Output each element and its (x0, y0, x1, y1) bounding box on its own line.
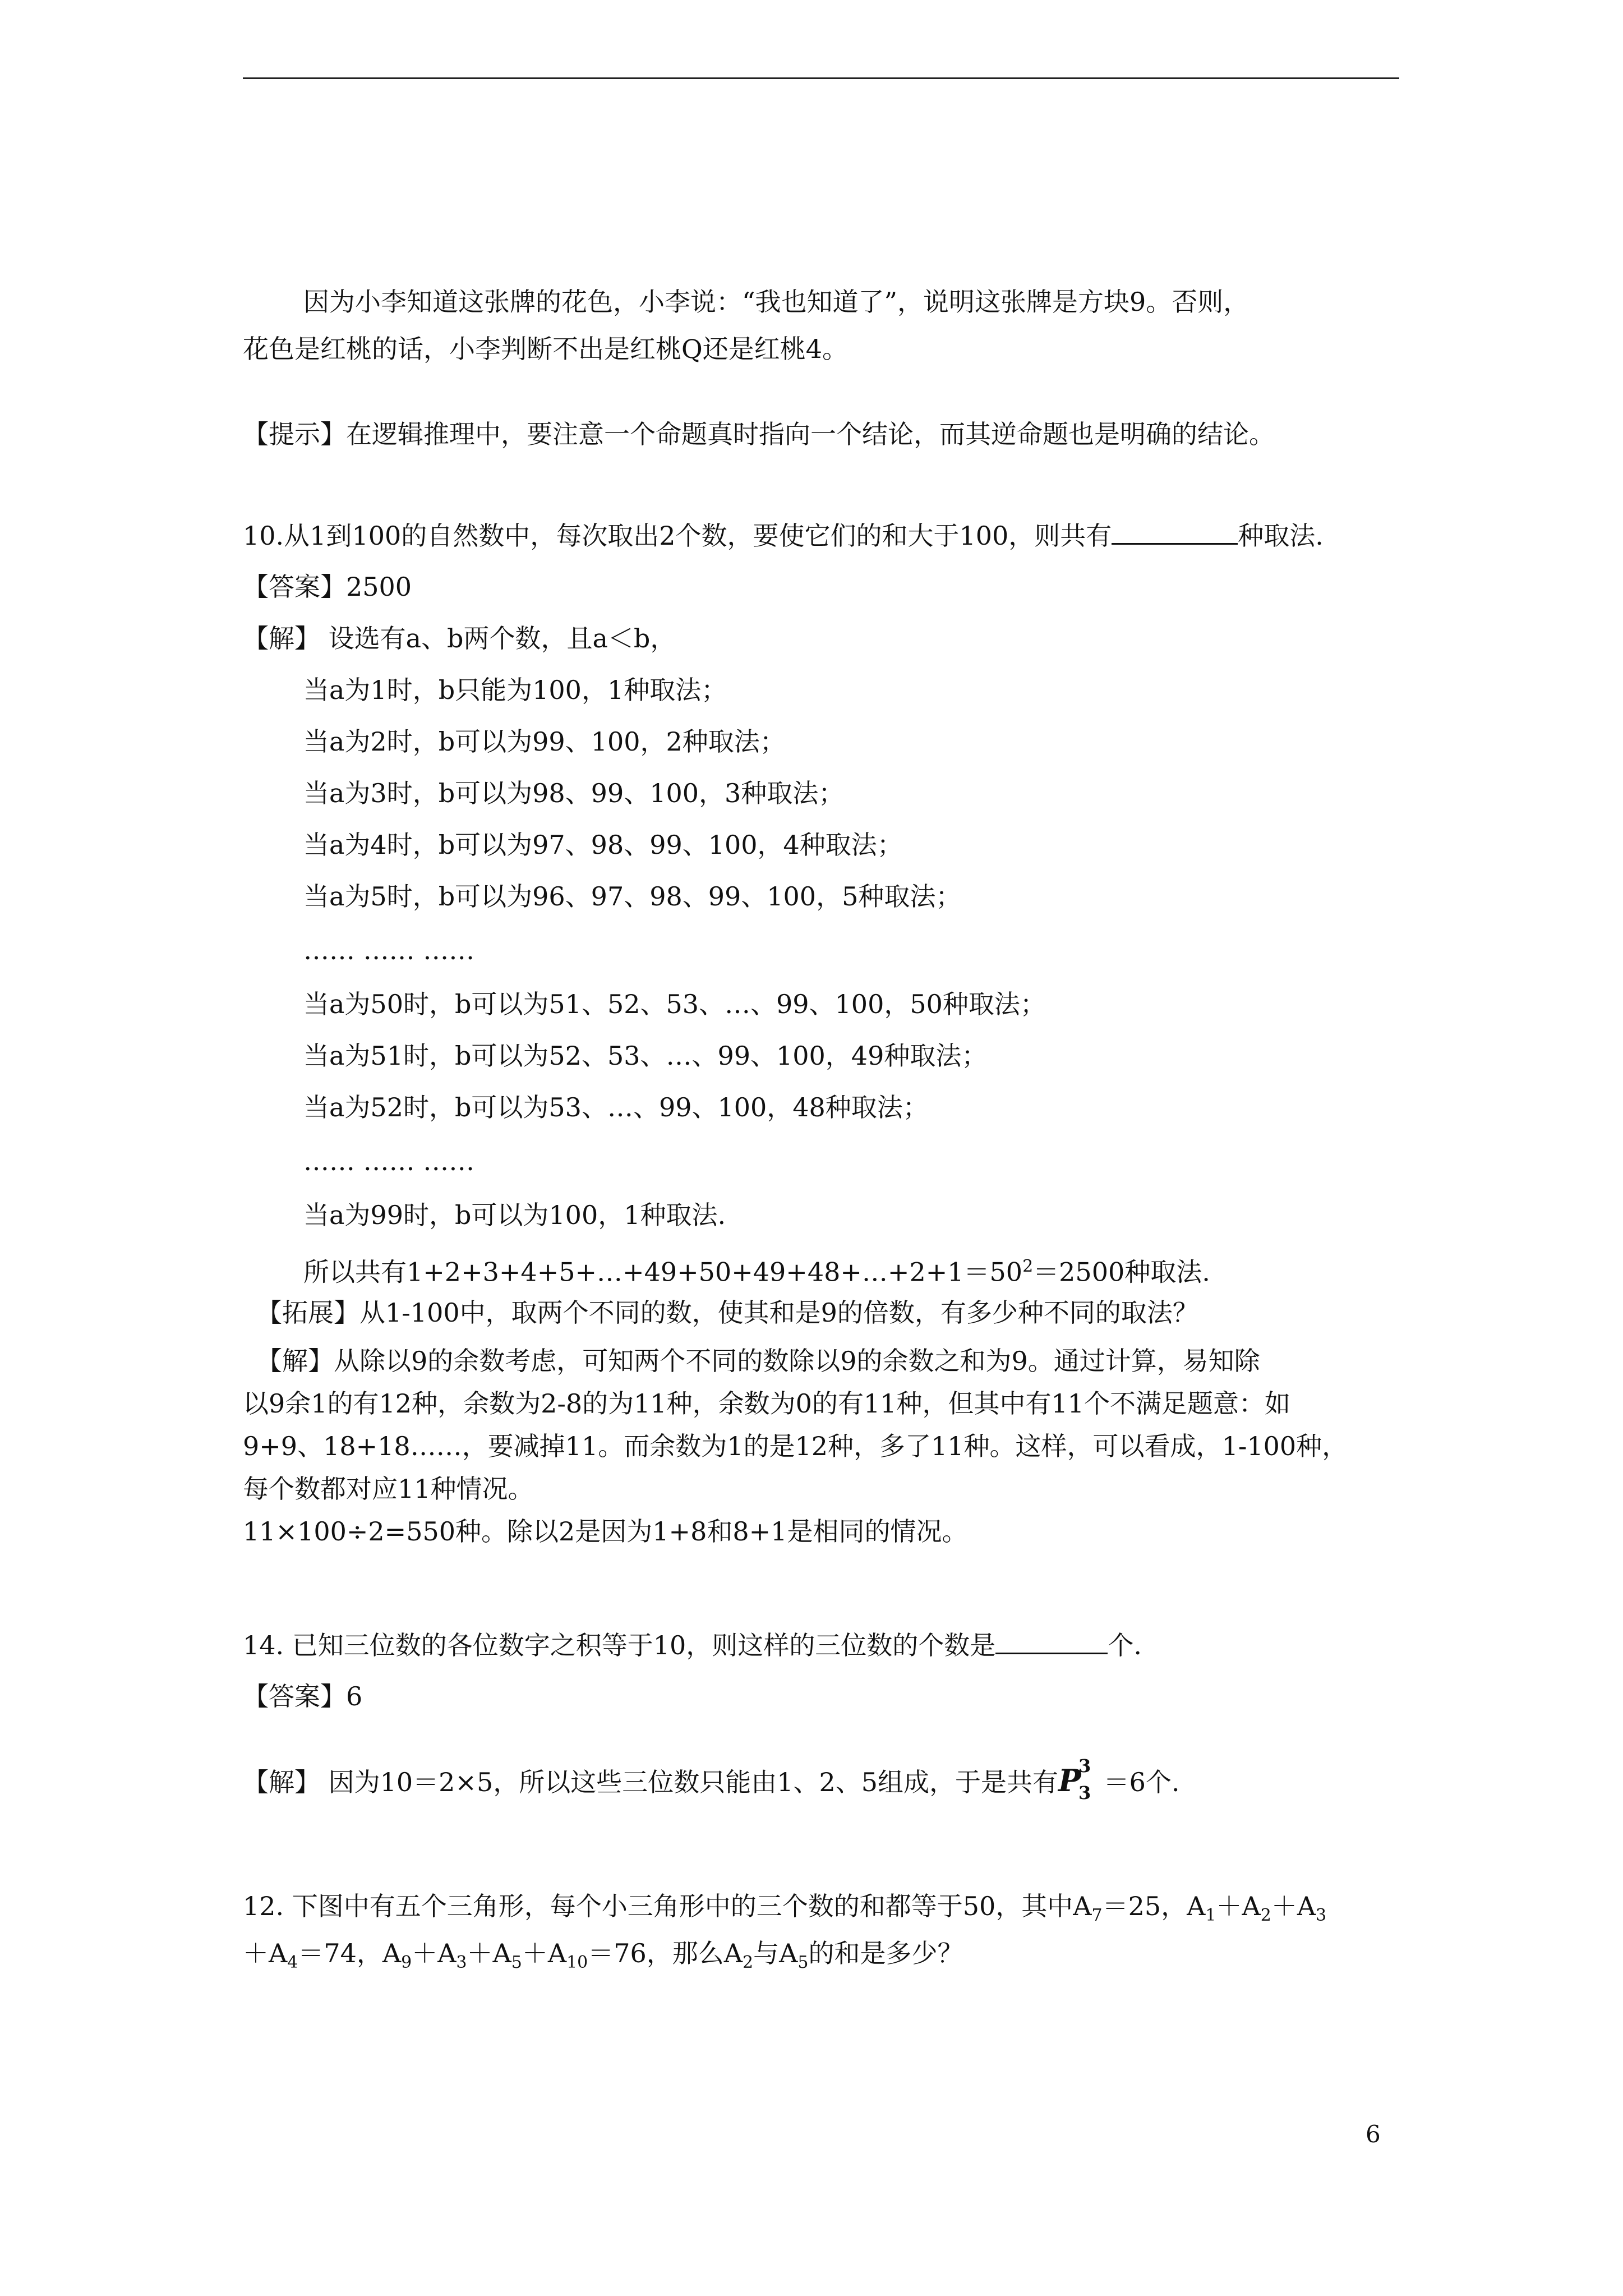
total-text: 所以共有1+2+3+4+5+…+49+50+49+48+…+2+1＝50 (303, 1257, 1023, 1287)
question-12-line (243, 1888, 1326, 1934)
paragraph-line: 花色是红桃的话，小李判断不出是红桃Q还是红桃4。 (243, 334, 848, 364)
q-text: ＋A (243, 1938, 288, 1968)
subscript: 3 (456, 1953, 467, 1973)
answer-label: 【答案】2500 (243, 572, 412, 602)
subscript: 10 (566, 1953, 588, 1973)
q-text: ＝76，那么A (588, 1938, 743, 1968)
subscript: 3 (1316, 1906, 1327, 1926)
extension-solution-line: 【解】从除以9的余数考虑，可知两个不同的数除以9的余数之和为9。通过计算，易知除 (256, 1346, 1260, 1376)
subscript: 5 (511, 1953, 522, 1973)
solution-case: 当a为1时，b只能为100，1种取法； (303, 675, 727, 705)
subscript: 2 (1260, 1906, 1271, 1926)
perm-superscript: 3 (1078, 1755, 1091, 1777)
total-text: ＝2500种取法. (1033, 1257, 1210, 1287)
q-text: 的和是多少？ (808, 1938, 963, 1968)
q-text: ＋A (522, 1938, 567, 1968)
extension-question: 【拓展】从1-100中，取两个不同的数，使其和是9的倍数，有多少种不同的取法？ (256, 1297, 1198, 1328)
q-text: ＋A (467, 1938, 511, 1968)
solution-case: 当a为51时，b可以为52、53、…、99、100，49种取法； (303, 1041, 988, 1071)
solution-text: ＝6个. (1103, 1767, 1180, 1797)
solution-case: 当a为3时，b可以为98、99、100，3种取法； (303, 778, 845, 808)
question-text: 个. (1108, 1630, 1142, 1660)
subscript: 1 (1205, 1906, 1216, 1926)
permutation-symbol (1058, 1755, 1091, 1803)
perm-subscript: 3 (1078, 1782, 1091, 1803)
q-text: 与A (753, 1938, 798, 1968)
solution-case: 当a为5时，b可以为96、97、98、99、100，5种取法； (303, 881, 962, 912)
q-text: ＋A (1271, 1891, 1316, 1921)
subscript: 5 (797, 1953, 809, 1973)
answer-label: 【答案】6 (243, 1681, 363, 1711)
q-text: ＝25，A (1102, 1891, 1206, 1921)
question-text: 10.从1到100的自然数中，每次取出2个数，要使它们的和大于100，则共有 (243, 521, 1112, 551)
ellipsis-line: …… …… …… (303, 935, 475, 965)
question-12-line (243, 1935, 963, 1981)
subscript: 9 (401, 1953, 412, 1973)
extension-solution-line: 9+9、18+18……，要减掉11。而余数为1的是12种，多了11种。这样，可以看成，1-100种， (243, 1431, 1348, 1461)
q-text: ＋A (412, 1938, 457, 1968)
solution-intro: 【解】 设选有a、b两个数，且a＜b， (243, 623, 676, 654)
solution-case: 当a为4时，b可以为97、98、99、100，4种取法； (303, 830, 903, 860)
q-text: 12. 下图中有五个三角形，每个小三角形中的三个数的和都等于50，其中A (243, 1891, 1092, 1921)
header-rule (243, 77, 1399, 79)
solution-case: 当a为99时，b可以为100，1种取法. (303, 1200, 726, 1230)
perm-letter: P (1058, 1763, 1081, 1798)
extension-solution-line: 11×100÷2=550种。除以2是因为1+8和8+1是相同的情况。 (243, 1516, 968, 1547)
question-text: 种取法. (1238, 521, 1324, 551)
ellipsis-line: …… …… …… (303, 1146, 475, 1176)
question-14 (243, 1627, 1142, 1663)
q-text: ＝74，A (298, 1938, 402, 1968)
paragraph-line: 因为小李知道这张牌的花色，小李说：“我也知道了”，说明这张牌是方块9。否则， (303, 287, 1249, 317)
extension-solution-line: 每个数都对应11种情况。 (243, 1474, 534, 1504)
q-text: ＋A (1216, 1891, 1261, 1921)
answer-blank (1112, 517, 1238, 545)
solution-line (243, 1755, 1180, 1803)
solution-total (303, 1249, 1210, 1290)
subscript: 4 (287, 1953, 298, 1973)
question-10 (243, 517, 1324, 554)
solution-case: 当a为52时，b可以为53、…、99、100，48种取法； (303, 1092, 929, 1122)
exponent: 2 (1022, 1257, 1034, 1276)
solution-text: 【解】 因为10＝2×5，所以这些三位数只能由1、2、5组成，于是共有 (243, 1767, 1059, 1797)
page-number: 6 (1366, 2120, 1381, 2148)
answer-blank (995, 1627, 1108, 1654)
subscript: 2 (743, 1953, 754, 1973)
solution-case: 当a为50时，b可以为51、52、53、…、99、100，50种取法； (303, 989, 1046, 1019)
subscript: 7 (1091, 1906, 1103, 1926)
hint-text: 【提示】在逻辑推理中，要注意一个命题真时指向一个结论，而其逆命题也是明确的结论。 (243, 419, 1275, 449)
extension-solution-line: 以9余1的有12种，余数为2-8的为11种，余数为0的有11种，但其中有11个不满足题意：如 (243, 1388, 1291, 1419)
solution-case: 当a为2时，b可以为99、100，2种取法； (303, 726, 786, 757)
question-text: 14. 已知三位数的各位数字之积等于10，则这样的三位数的个数是 (243, 1630, 996, 1660)
